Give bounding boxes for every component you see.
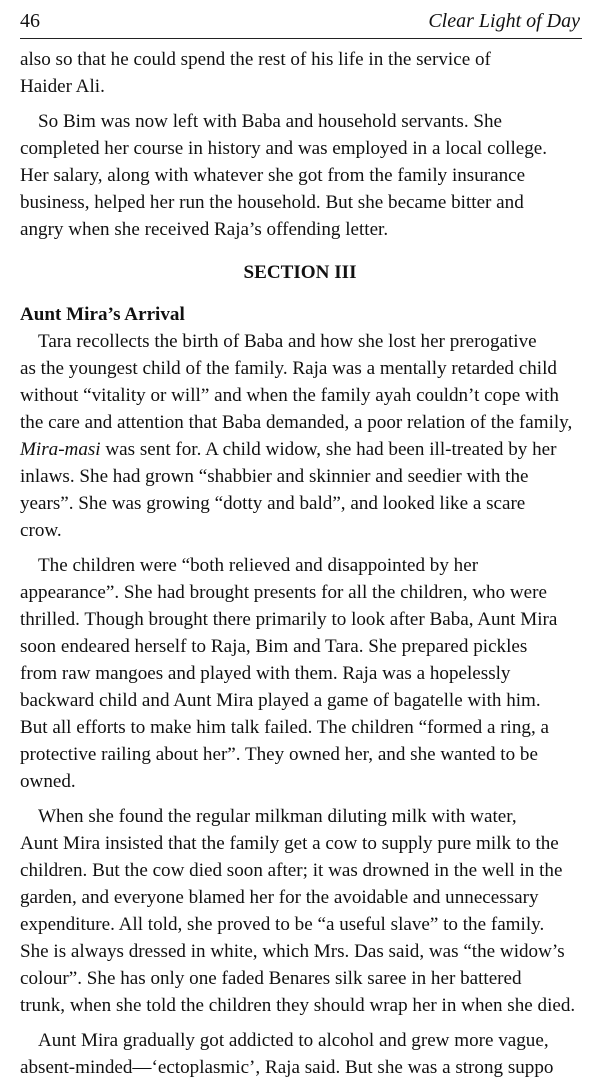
page-content [20, 46, 580, 1081]
text-line: children. But the cow died soon after; it was drowned in the well in the [20, 860, 563, 881]
paragraph-gap [20, 1019, 580, 1027]
page-header [20, 6, 580, 36]
text-line: the care and attention that Baba demanded, a poor relation of the family, [20, 412, 573, 433]
text-line: crow. [20, 520, 62, 541]
text-line: as the youngest child of the family. Raja was a mentally retarded child [20, 358, 557, 379]
text-line: When she found the regular milkman diluting milk with water, [38, 806, 517, 827]
text-line: without “vitality or will” and when the family ayah couldn’t cope with [20, 385, 559, 406]
text-line: owned. [20, 771, 76, 792]
text-line: She is always dressed in white, which Mrs. Das said, was “the widow’s [20, 941, 565, 962]
text-line: trunk, when she told the children they should wrap her in when she died. [20, 995, 576, 1016]
text-line: soon endeared herself to Raja, Bim and Tara. She prepared pickles [20, 636, 528, 657]
paragraph [20, 1027, 580, 1081]
text-line: So Bim was now left with Baba and household servants. She [38, 111, 503, 132]
italic-term: Mira-masi [20, 439, 101, 460]
paragraph-gap [20, 100, 580, 108]
text-line: Tara recollects the birth of Baba and how she lost her prerogative [38, 331, 537, 352]
text-line: appearance”. She had brought presents for all the children, who were [20, 582, 547, 603]
paragraph [20, 803, 580, 1019]
text-line: colour”. She has only one faded Benares silk saree in her battered [20, 968, 522, 989]
text-line: business, helped her run the household. But she became bitter and [20, 192, 524, 213]
text-line: Aunt Mira insisted that the family get a cow to supply pure milk to the [20, 833, 559, 854]
paragraph-gap [20, 795, 580, 803]
text-line: from raw mangoes and played with them. Raja was a hopelessly [20, 663, 511, 684]
text-line: Her salary, along with whatever she got from the family insurance [20, 165, 526, 186]
paragraph-gap [20, 544, 580, 552]
text-line: Mira-masi was sent for. A child widow, she had been ill-treated by her [20, 439, 557, 460]
text-line: also so that he could spend the rest of his life in the service of [20, 49, 491, 70]
text-line: garden, and everyone blamed her for the avoidable and unnecessary [20, 887, 539, 908]
text-line: expenditure. All told, she proved to be “a useful slave” to the family. [20, 914, 545, 935]
text-line: inlaws. She had grown “shabbier and skinnier and seedier with the [20, 466, 529, 487]
running-title: Clear Light of Day [428, 10, 580, 32]
page-number: 46 [20, 10, 40, 32]
text-line: Haider Ali. [20, 76, 105, 97]
text-line: years”. She was growing “dotty and bald”, and looked like a scare [20, 493, 526, 514]
header-rule [20, 38, 582, 39]
text-line: absent-minded—‘ectoplasmic’, Raja said. But she was a strong suppo [20, 1057, 554, 1078]
text-line: But all efforts to make him talk failed. The children “formed a ring, a [20, 717, 549, 738]
text-line: Aunt Mira gradually got addicted to alcohol and grew more vague, [38, 1030, 549, 1051]
paragraph-continuation [20, 46, 580, 100]
paragraph [20, 108, 580, 243]
section-title: SECTION III [243, 262, 357, 283]
subheading: Aunt Mira’s Arrival [20, 304, 185, 325]
text-line: The children were “both relieved and disappointed by her [38, 555, 479, 576]
text-line: backward child and Aunt Mira played a game of bagatelle with him. [20, 690, 541, 711]
text-line: completed her course in history and was employed in a local college. [20, 138, 548, 159]
text-line: thrilled. Though brought there primarily to look after Baba, Aunt Mira [20, 609, 558, 630]
paragraph [20, 328, 580, 544]
text-line: protective railing about her”. They owned her, and she wanted to be [20, 744, 538, 765]
paragraph [20, 552, 580, 795]
text-line: angry when she received Raja’s offending letter. [20, 219, 389, 240]
